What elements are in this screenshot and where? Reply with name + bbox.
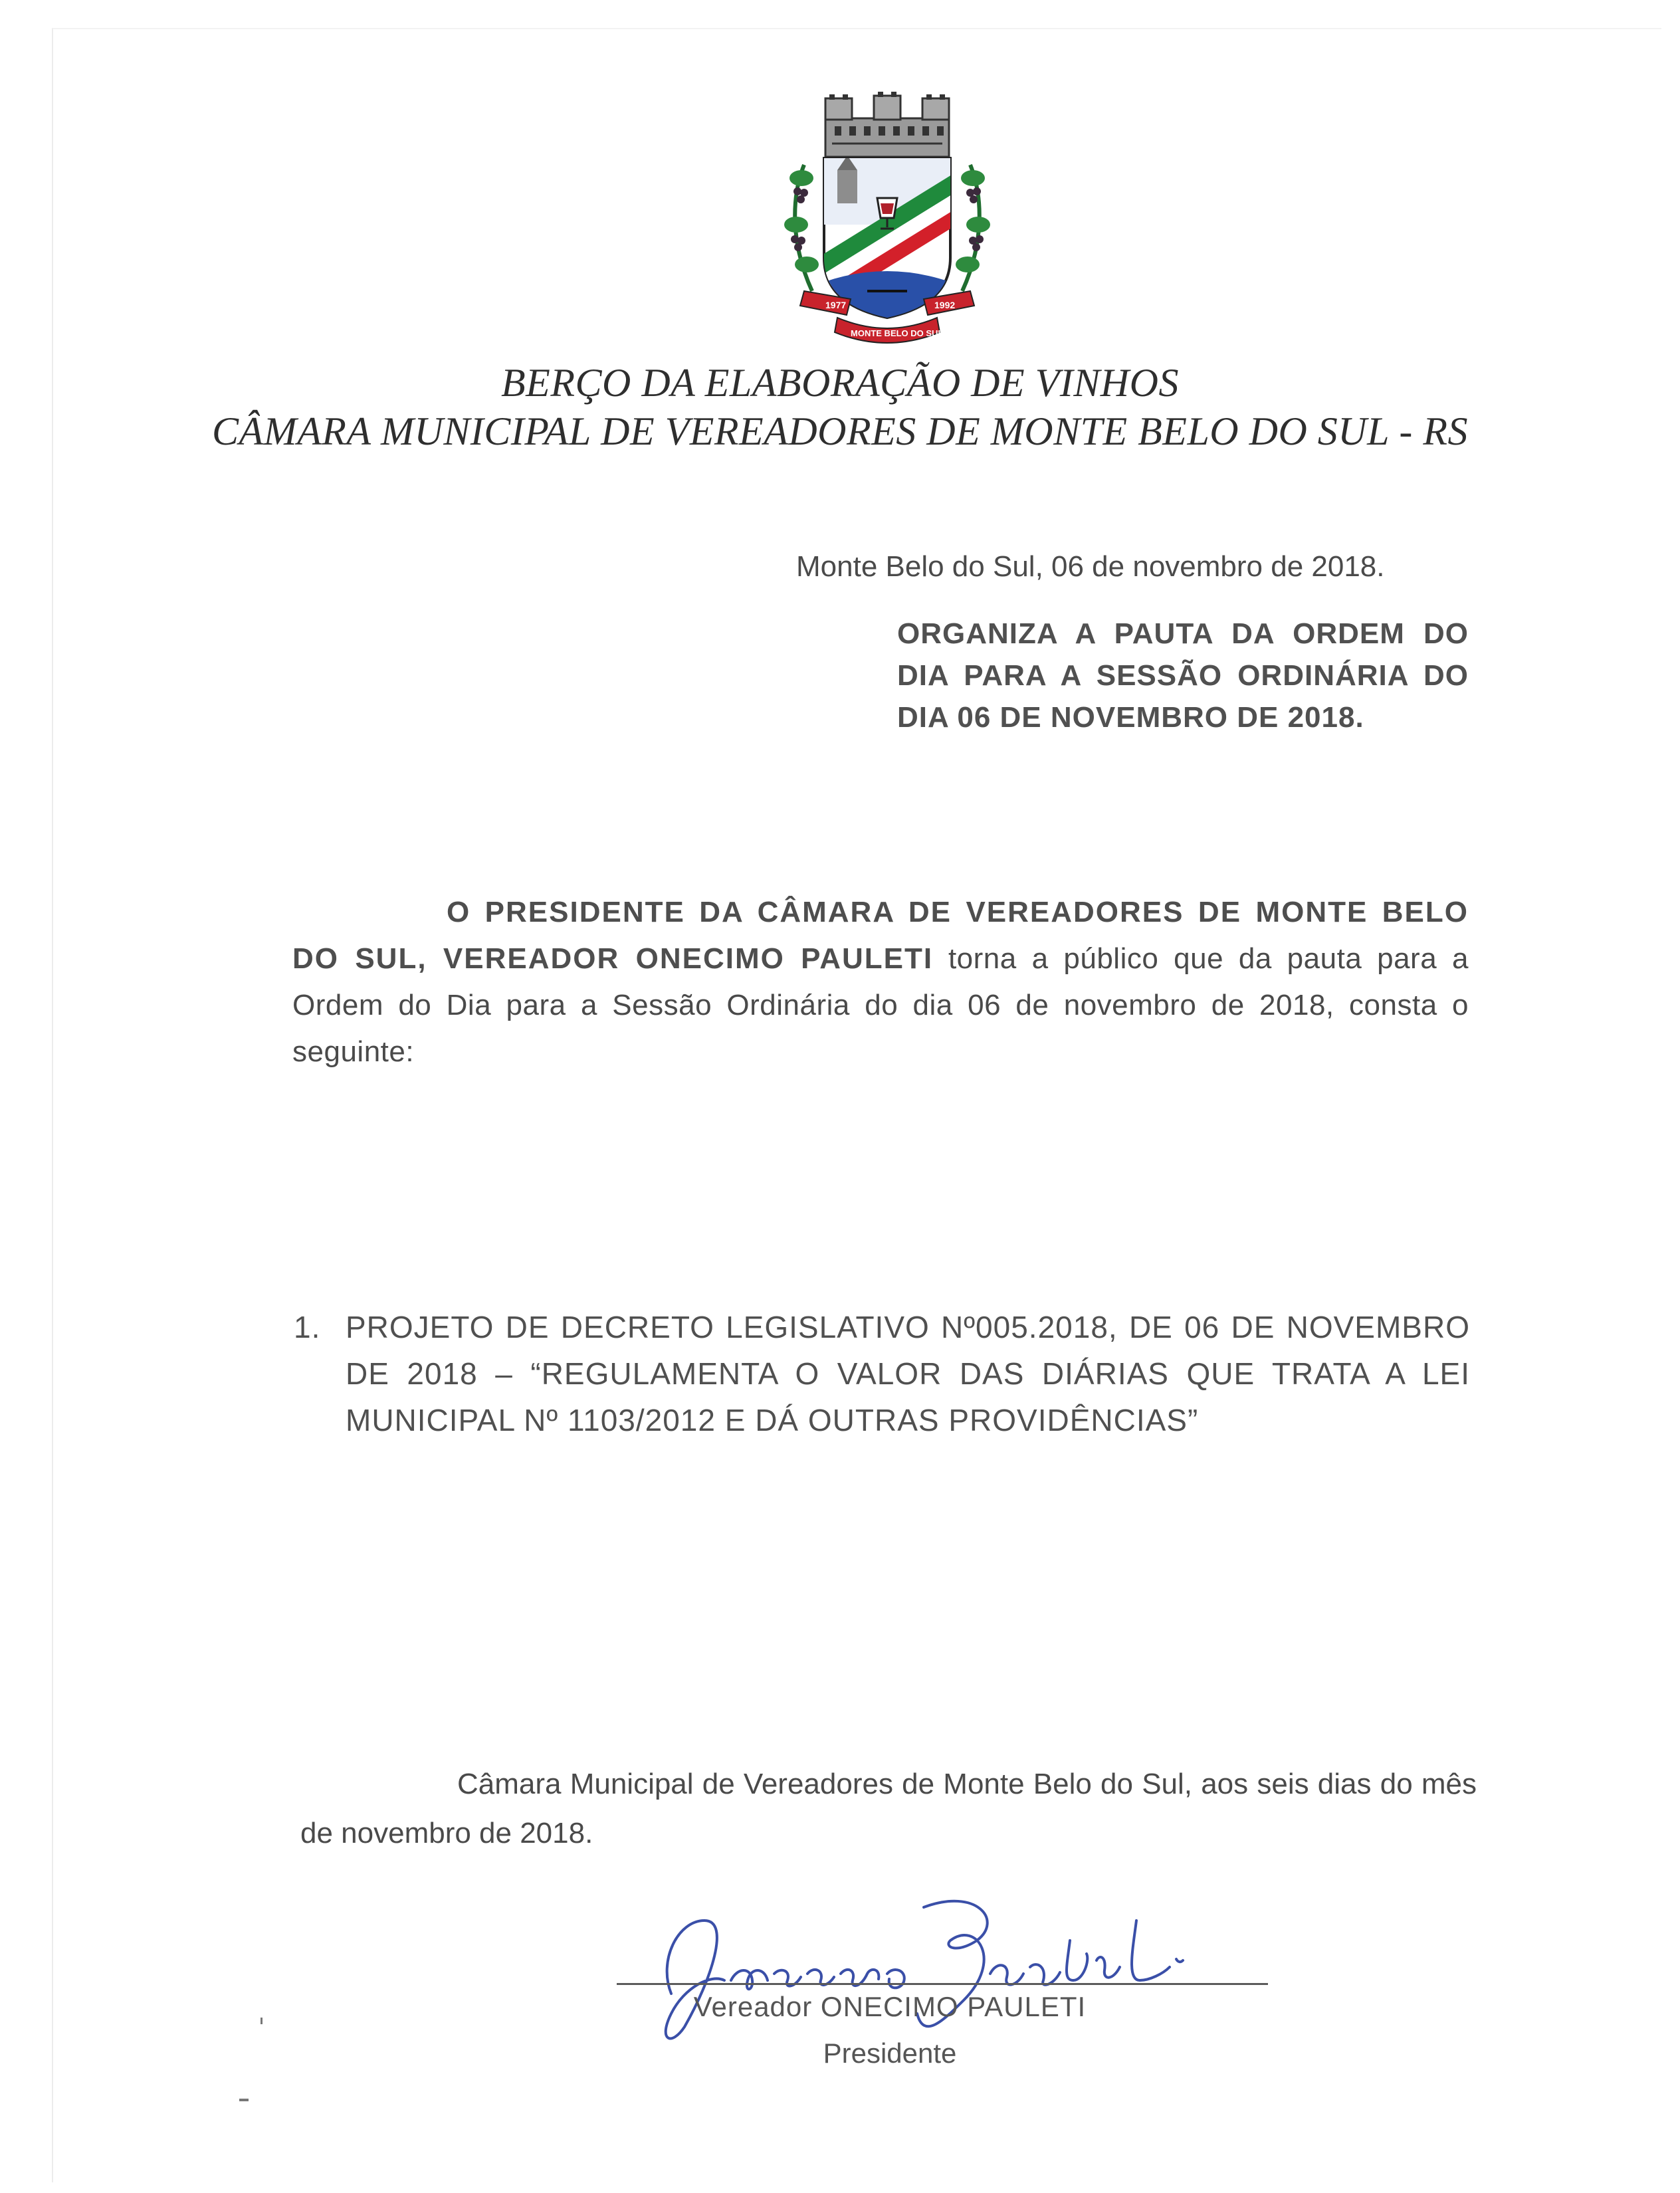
- signer-name: Vereador ONECIMO PAULETI: [693, 1991, 1087, 2022]
- grape-vine-left-icon: [784, 165, 819, 291]
- agenda-item-text: PROJETO DE DECRETO LEGISLATIVO Nº005.2018, DE 06 DE NOVEMBRO DE 2018 – “REGULAMENTA O VALOR DAS DIÁRIAS QUE TRATA A LEI MUNICIPAL Nº 1103/2012 E DÁ OUTRAS PROVIDÊNCIAS”: [346, 1310, 1470, 1437]
- motto-heading: BERÇO DA ELABORAÇÃO DE VINHOS: [501, 361, 1179, 405]
- closing-paragraph: Câmara Municipal de Vereadores de Monte Belo do Sul, aos seis dias do mês de novembro de 2018.: [300, 1768, 1477, 1849]
- signer-role: Presidente: [823, 2037, 957, 2069]
- municipal-crest: [778, 92, 997, 344]
- intro-rest: torna a público que da pauta para a Ordem do Dia para a Sessão Ordinária do dia 06 de novembro de 2018, consta o seguinte:: [292, 942, 1469, 1068]
- crest-year-right: 1992: [934, 300, 956, 310]
- intro-bold: O PRESIDENTE DA CÂMARA DE VEREADORES DE MONTE BELO DO SUL, VEREADOR ONECIMO PAULETI: [292, 896, 1469, 975]
- crest-ribbon-text: MONTE BELO DO SUL: [851, 328, 944, 338]
- crown-icon: [825, 92, 949, 157]
- scan-speck: [239, 2099, 249, 2101]
- intro-paragraph: [292, 889, 1469, 1075]
- handwritten-signature: [631, 1881, 1283, 2053]
- subject-ementa: ORGANIZA A PAUTA DA ORDEM DO DIA PARA A SESSÃO ORDINÁRIA DO DIA 06 DE NOVEMBRO DE 2018.: [897, 617, 1469, 734]
- grape-vine-right-icon: [956, 165, 990, 291]
- place-date: Monte Belo do Sul, 06 de novembro de 2018.: [796, 550, 1385, 583]
- agenda-item: [294, 1304, 1470, 1443]
- agenda-item-number: 1.: [294, 1310, 321, 1344]
- crest-year-left: 1977: [825, 300, 847, 310]
- scan-speck: [261, 2018, 262, 2024]
- chamber-heading: CÂMARA MUNICIPAL DE VEREADORES DE MONTE BELO DO SUL - RS: [211, 409, 1469, 453]
- page-edge: [52, 28, 1661, 2182]
- signature-line: [617, 1983, 1268, 1985]
